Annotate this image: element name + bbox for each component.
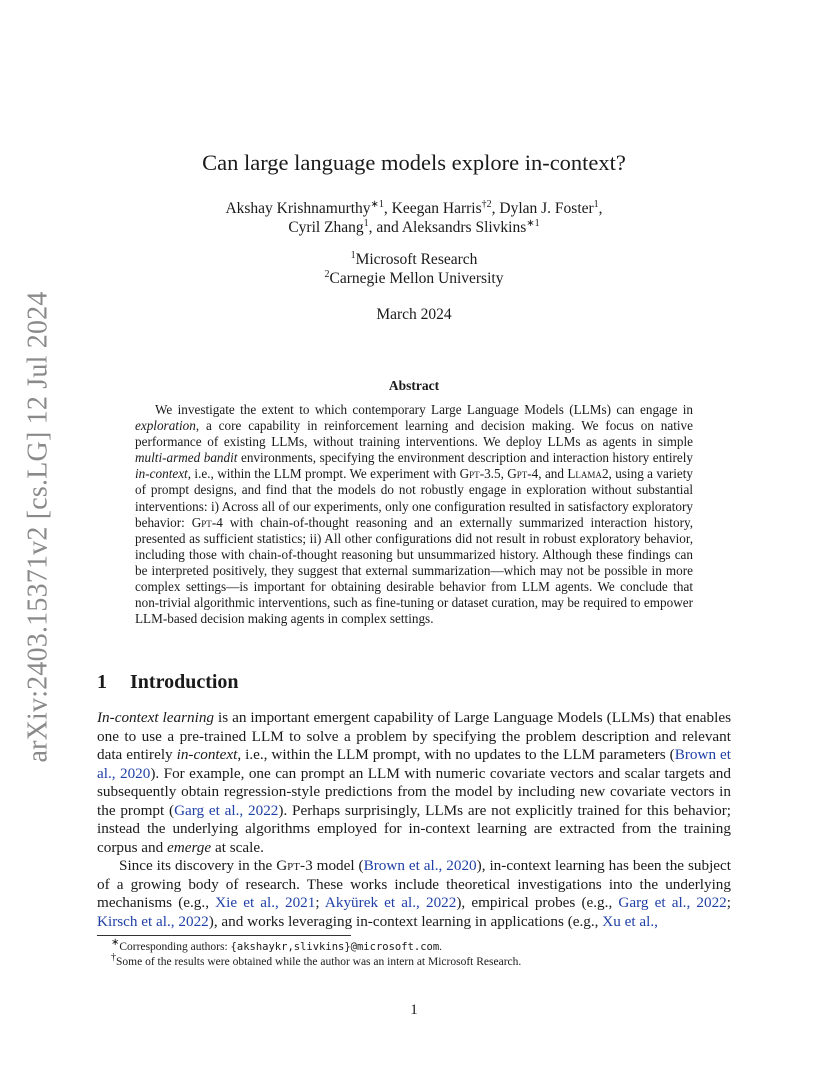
abstract-text: environments, specifying the environment description and interaction history entirely: [237, 450, 693, 466]
abstract-text: 2, using a variety of prompt designs, and find that the models do not robustly engage in exploration without substantial interventions: i) Across all of our experiments, only one configuration resulted in satisfactory exploratory behavior:: [135, 466, 694, 530]
author-name: Dylan J. Foster: [499, 200, 594, 217]
model-name: Gpt: [276, 857, 301, 875]
footnote-text: Some of the results were obtained while the author was an intern at Microsoft Research.: [116, 956, 522, 968]
author-affiliation-mark: †2: [481, 198, 492, 210]
body-text: ), empirical probes (e.g.,: [456, 894, 619, 912]
citation-link[interactable]: Brown et al., 2020: [97, 746, 731, 782]
author-list: Akshay Krishnamurthy$^{∗1}$, Keegan Harris$^{\dagger 2}$, Dylan J. Foster$^1$, Cyril Zhang$^1$, and Aleksandrs Slivkins$^{∗1}$: [225, 198, 603, 236]
body-text: ), in-context learning has been the subject of a growing body of research. These works include theoretical investigations into the underlying mechanisms (e.g.,: [97, 857, 731, 912]
citation-link[interactable]: Garg et al., 2022: [618, 894, 727, 912]
body-text: Since its discovery in the: [119, 857, 277, 875]
citation-link[interactable]: Akyürek et al., 2022: [324, 894, 457, 912]
footnote-email: {akshaykr,slivkins}@microsoft.com: [230, 941, 440, 953]
arxiv-identifier-stamp: [23, 291, 55, 763]
model-name: Llama: [567, 466, 602, 482]
section-number: 1: [97, 671, 107, 693]
author-name: Aleksandrs Slivkins: [401, 219, 527, 236]
citation-link[interactable]: Kirsch et al., 2022: [97, 913, 209, 931]
section-heading-introduction: [97, 671, 239, 694]
arxiv-identifier-text: arXiv:2403.15371v2 [cs.LG] 12 Jul 2024: [23, 291, 55, 763]
citation-link[interactable]: Xu et al.,: [602, 913, 658, 931]
author-affiliation-mark: 1: [593, 198, 599, 210]
author-name: Keegan Harris: [391, 200, 482, 217]
body-text: -3 model (: [300, 857, 364, 875]
footnote: [111, 937, 731, 955]
body-text: ;: [726, 894, 732, 912]
affiliation-list: [0, 250, 828, 288]
footnotes: [111, 937, 731, 970]
model-name: Gpt: [191, 514, 212, 530]
body-emphasis: in-context: [176, 746, 238, 764]
model-name: Gpt: [459, 466, 480, 482]
body-text: ). For example, one can prompt an LLM with numeric covariate vectors and scalar targets and subsequently obtain regression-style predictions from the model by including new covariate vectors in the prompt (: [97, 764, 731, 819]
footnote-mark: †: [111, 952, 116, 964]
affiliation-name: Microsoft Research: [355, 251, 478, 268]
affiliation: [0, 250, 828, 269]
affiliation-mark: 2: [324, 268, 330, 280]
body-text: ;: [315, 894, 325, 912]
abstract-text: -3.5,: [479, 466, 508, 482]
author-name: Cyril Zhang: [288, 219, 364, 236]
citation-link[interactable]: Xie et al., 2021: [215, 894, 316, 912]
body-emphasis: emerge: [167, 838, 212, 856]
footnote-mark: ∗: [111, 937, 120, 949]
body-text: , i.e., within the LLM prompt, with no updates to the LLM parameters (: [237, 746, 675, 764]
abstract-text: -4, and: [527, 466, 568, 482]
footnote-divider: [97, 935, 351, 936]
body-emphasis: In-context learning: [97, 709, 215, 726]
affiliation-mark: 1: [350, 249, 356, 261]
abstract-text: We investigate the extent to which contemporary Large Language Models (LLMs) can engage in: [155, 402, 693, 417]
body-text: ), and works leveraging in-context learning in applications (e.g.,: [208, 913, 603, 931]
abstract-paragraph: [135, 402, 693, 627]
abstract-text: -4 with chain-of-thought reasoning and an externally summarized interaction history, presented as sufficient statistics; ii) All other configurations did not result in robust exploratory behavior, including those with chain-of-thought reasoning but unsummarized history. Although these findings can be interpreted positively, they suggest that external summarization—which may not be possible in more complex settings—is important for obtaining desirable behavior from LLM agents. We conclude that non-trivial algorithmic interventions, such as fine-tuning or dataset curation, may be required to empower LLM-based decision making agents in complex settings.: [135, 514, 693, 627]
model-name: Gpt: [507, 466, 528, 482]
introduction-body: [97, 709, 731, 932]
section-title: Introduction: [130, 671, 239, 693]
footnote-text: Corresponding authors:: [119, 941, 231, 953]
paper-title: Can large language models explore in-context?: [202, 150, 626, 175]
footnote-text: .: [439, 941, 443, 953]
abstract-text: , a core capability in reinforcement learning and decision making. We focus on native performance of existing LLMs, without training interventions. We deploy LLMs as agents in simple: [135, 418, 693, 450]
affiliation-name: Carnegie Mellon University: [329, 270, 504, 287]
abstract-heading: Abstract: [388, 378, 440, 393]
body-paragraph: [97, 857, 731, 931]
body-text: at scale.: [211, 838, 264, 856]
body-paragraph: [97, 709, 731, 857]
abstract-emphasis: multi-armed bandit: [135, 450, 238, 466]
author-name: Akshay Krishnamurthy: [225, 200, 371, 217]
page-number: 1: [410, 1002, 418, 1018]
author-affiliation-mark: ∗1: [526, 217, 540, 229]
abstract-emphasis: exploration: [135, 418, 196, 434]
footnote: [111, 952, 731, 970]
abstract-text: , i.e., within the LLM prompt. We experiment with: [187, 466, 460, 482]
abstract-body: [135, 402, 693, 627]
author-affiliation-mark: ∗1: [370, 198, 384, 210]
publication-date: March 2024: [376, 306, 452, 323]
citation-link[interactable]: Brown et al., 2020: [363, 857, 477, 875]
citation-link[interactable]: Garg et al., 2022: [174, 801, 279, 819]
affiliation: [0, 269, 828, 288]
abstract-emphasis: in-context: [135, 466, 188, 482]
body-text: ). Perhaps surprisingly, LLMs are not explicitly trained for this behavior; instead the underlying algorithms employed for in-context learning are extracted from the training corpus and: [97, 801, 732, 856]
author-conjunction: and: [376, 219, 399, 236]
author-affiliation-mark: 1: [363, 217, 369, 229]
body-text: is an important emergent capability of Large Language Models (LLMs) that enables one to use a pre-trained LLM to solve a problem by specifying the problem description and relevant data entirely: [97, 709, 732, 764]
